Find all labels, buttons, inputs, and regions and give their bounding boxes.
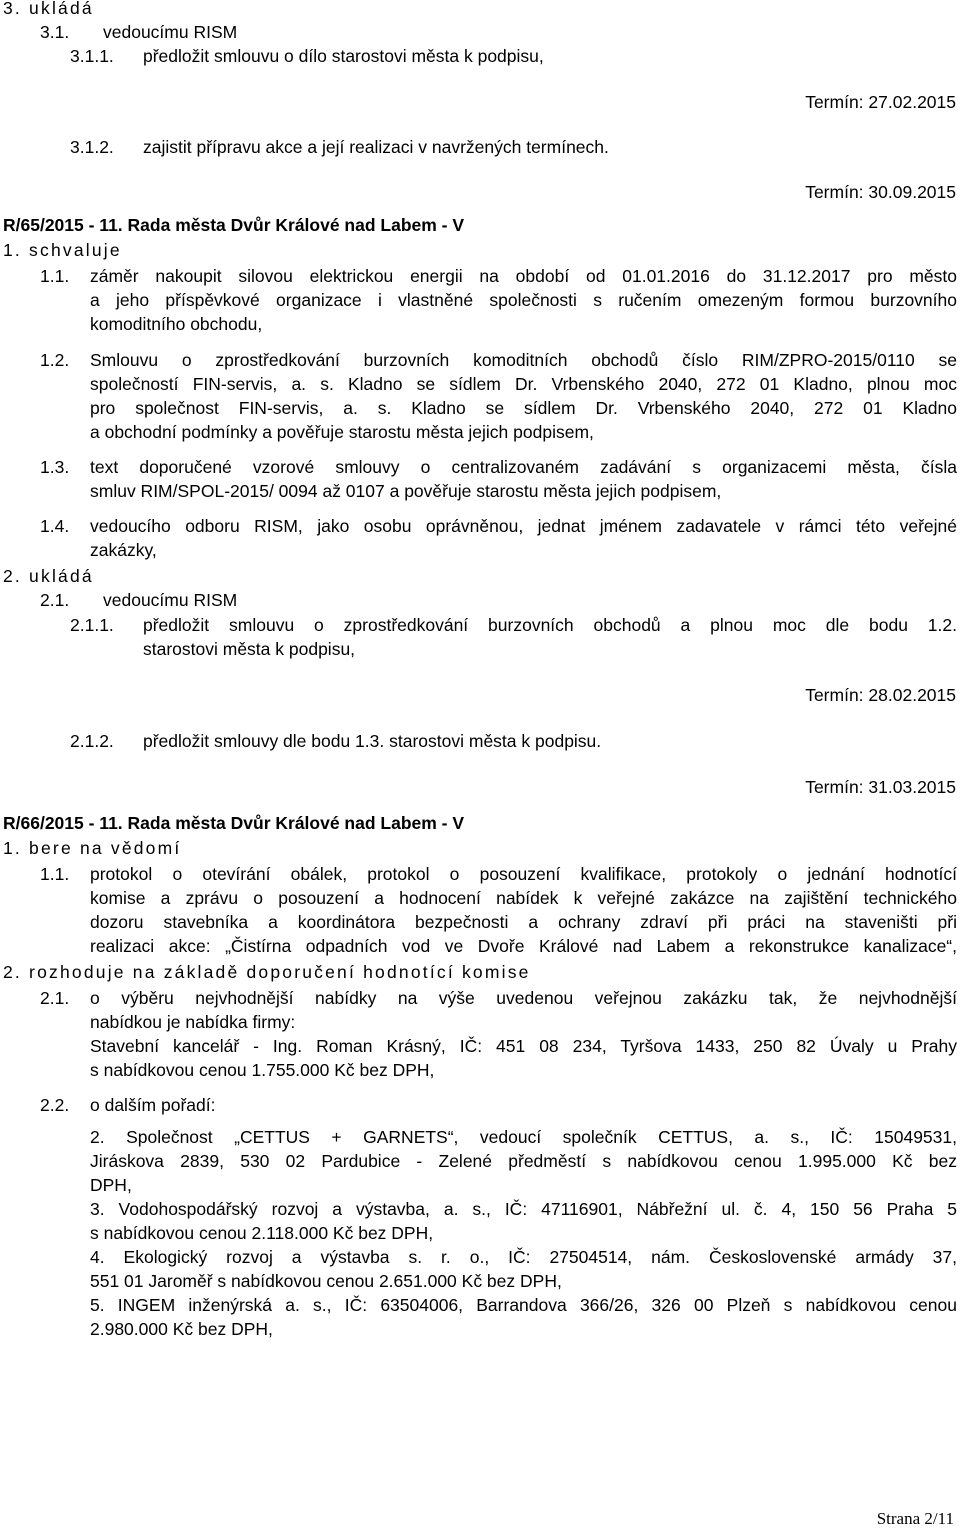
section-heading-uklada: 3. ukládá — [3, 0, 94, 18]
item-text: předložit smlouvu o dílo starostovi města k podpisu, — [143, 46, 544, 66]
item-text-line: protokol o otevírání obálek, protokol o posouzení kvalifikace, protokoly o jednání hodnotící — [90, 864, 957, 884]
ranking-entry-line: s nabídkovou cenou 2.118.000 Kč bez DPH, — [90, 1223, 434, 1243]
item-text-line: smluv RIM/SPOL-2015/ 0094 až 0107 a pověřuje starostu města jejich podpisem, — [90, 481, 722, 501]
item-number: 2.1. — [40, 988, 70, 1008]
item-number: 1.4. — [40, 516, 70, 536]
item-text-line: o dalším pořadí: — [90, 1095, 216, 1115]
item-number: 3.1.2. — [70, 137, 114, 157]
ranking-entry-line: DPH, — [90, 1175, 132, 1195]
item-text: vedoucímu RISM — [103, 22, 238, 42]
ranking-entry-line: 5. INGEM inženýrská a. s., IČ: 63504006, Barrandova 366/26, 326 00 Plzeň s nabídkovou cenou — [90, 1295, 957, 1315]
item-text-line: komise a zprávu o posouzení a hodnocení nabídek k veřejné zakázce na zajištění technického — [90, 888, 957, 908]
ranking-entry-line: 551 01 Jaroměř s nabídkovou cenou 2.651.000 Kč bez DPH, — [90, 1271, 562, 1291]
section-heading-bere-na-vedomi: 1. bere na vědomí — [3, 838, 182, 858]
item-text-line: zakázky, — [90, 540, 157, 560]
item-text-line: Stavební kancelář - Ing. Roman Krásný, IČ: 451 08 234, Tyršova 1433, 250 82 Úvaly u Prahy — [90, 1036, 957, 1056]
item-text-line: pro společnost FIN-servis, a. s. Kladno se sídlem Dr. Vrbenského 2040, 272 01 Kladno — [90, 398, 957, 418]
deadline: Termín: 30.09.2015 — [805, 182, 956, 202]
item-number: 3.1. — [40, 22, 70, 42]
resolution-title: R/65/2015 - 11. Rada města Dvůr Králové nad Labem - V — [3, 215, 465, 235]
item-text-line: předložit smlouvu o zprostředkování burzovních obchodů a plnou moc dle bodu 1.2. — [143, 615, 957, 635]
item-text-line: nabídkou je nabídka firmy: — [90, 1012, 296, 1032]
item-text-line: a jeho příspěvkové organizace i vlastněné společnosti s ručením omezeným formou burzovního — [90, 290, 957, 310]
item-text: předložit smlouvy dle bodu 1.3. starostovi města k podpisu. — [143, 731, 602, 751]
item-text-line: a obchodní podmínky a pověřuje starostu města jejich podpisem, — [90, 422, 594, 442]
item-text-line: text doporučené vzorové smlouvy o centralizovaném zadávání s organizacemi města, čísla — [90, 457, 957, 477]
item-number: 2.1.2. — [70, 731, 114, 751]
item-number: 2.1.1. — [70, 615, 114, 635]
item-text-line: s nabídkovou cenou 1.755.000 Kč bez DPH, — [90, 1060, 435, 1080]
item-text-line: o výběru nejvhodnější nabídky na výše uvedenou veřejnou zakázku tak, že nejvhodnější — [90, 988, 957, 1008]
item-number: 3.1.1. — [70, 46, 114, 66]
deadline: Termín: 31.03.2015 — [805, 777, 956, 797]
item-text: zajistit přípravu akce a její realizaci v navržených termínech. — [143, 137, 609, 157]
item-text: vedoucímu RISM — [103, 590, 238, 610]
item-number: 1.1. — [40, 266, 70, 286]
item-number: 1.2. — [40, 350, 70, 370]
ranking-entry-line: 4. Ekologický rozvoj a výstavba s. r. o., IČ: 27504514, nám. Československé armády 37, — [90, 1247, 957, 1267]
item-number: 2.1. — [40, 590, 70, 610]
item-text-line: dozoru stavebníka a koordinátora bezpečnosti a ochrany zdraví při práci na staveništi při — [90, 912, 957, 932]
section-heading-rozhoduje: 2. rozhoduje na základě doporučení hodnotící komise — [3, 962, 531, 982]
item-text-line: komoditního obchodu, — [90, 314, 263, 334]
deadline: Termín: 28.02.2015 — [805, 685, 956, 705]
item-number: 1.1. — [40, 864, 70, 884]
section-heading-schvaluje: 1. schvaluje — [3, 240, 122, 260]
item-text-line: realizaci akce: „Čistírna odpadních vod ve Dvoře Králové nad Labem a rekonstrukce kanalizace“, — [90, 936, 957, 956]
resolution-title: R/66/2015 - 11. Rada města Dvůr Králové nad Labem - V — [3, 813, 465, 833]
ranking-entry-line: Jiráskova 2839, 530 02 Pardubice - Zelené předměstí s nabídkovou cenou 1.995.000 Kč bez — [90, 1151, 957, 1171]
section-heading-uklada: 2. ukládá — [3, 566, 94, 586]
ranking-entry-line: 2.980.000 Kč bez DPH, — [90, 1319, 273, 1339]
item-number: 1.3. — [40, 457, 70, 477]
item-text-line: vedoucího odboru RISM, jako osobu oprávněnou, jednat jménem zadavatele v rámci této veřejné — [90, 516, 957, 536]
ranking-entry-line: 2. Společnost „CETTUS + GARNETS“, vedoucí společník CETTUS, a. s., IČ: 15049531, — [90, 1127, 957, 1147]
item-text-line: záměr nakoupit silovou elektrickou energii na období od 01.01.2016 do 31.12.2017 pro město — [90, 266, 957, 286]
page-number: Strana 2/11 — [876, 1509, 954, 1528]
item-number: 2.2. — [40, 1095, 70, 1115]
item-text-line: Smlouvu o zprostředkování burzovních komoditních obchodů číslo RIM/ZPRO-2015/0110 se — [90, 350, 957, 370]
deadline: Termín: 27.02.2015 — [805, 92, 956, 112]
ranking-entry-line: 3. Vodohospodářský rozvoj a výstavba, a. s., IČ: 47116901, Nábřežní ul. č. 4, 150 56 Praha 5 — [90, 1199, 957, 1219]
item-text-line: starostovi města k podpisu, — [143, 639, 356, 659]
item-text-line: společností FIN-servis, a. s. Kladno se sídlem Dr. Vrbenského 2040, 272 01 Kladno, plnou moc — [90, 374, 957, 394]
